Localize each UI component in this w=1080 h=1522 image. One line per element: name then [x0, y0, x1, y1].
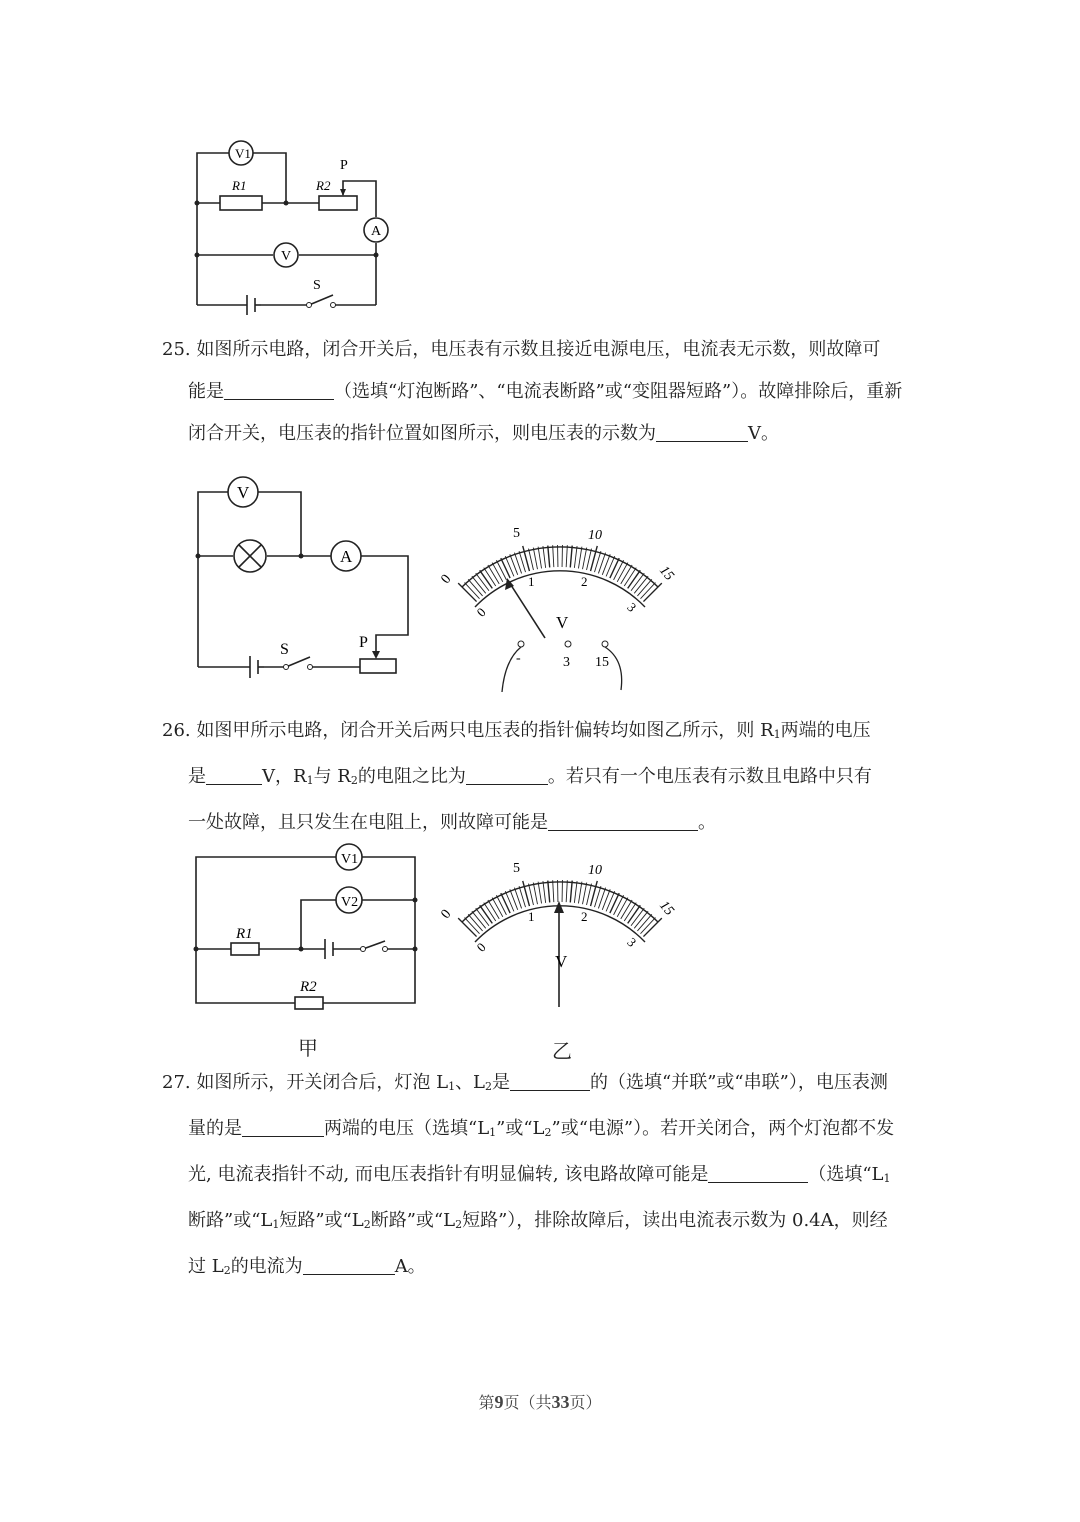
- scale-top-5: 5: [513, 526, 520, 541]
- v-label: V: [237, 483, 250, 502]
- scale-tick: [634, 576, 648, 593]
- scale-tick: [496, 560, 506, 580]
- scale-tick: [621, 565, 632, 584]
- r2-label: R2: [300, 979, 317, 995]
- scale-tick: [538, 547, 541, 569]
- scale-tick: [548, 546, 550, 568]
- scale-tick: [610, 893, 619, 913]
- scale-top-15: 15: [656, 563, 677, 584]
- page-footer: 第9页（共33页）: [478, 1392, 602, 1412]
- scale-tick: [574, 546, 577, 568]
- scale-tick: [492, 563, 503, 582]
- scale-tick: [533, 548, 537, 570]
- page-number: 9: [494, 1392, 504, 1412]
- resistor-r1: [231, 943, 259, 955]
- scale-tick: [505, 556, 514, 576]
- question-26: 26. 如图甲所示电路，闭合开关后两只电压表的指针偏转均如图乙所示，则 R1两端的电压 是 V，R1与 R2的电阻之比为 。若只有一个电压表有示数且电路中只有 一处故障，且只发生在电阻上，则故障可能是 。: [162, 720, 872, 833]
- scale-tick: [624, 903, 636, 921]
- question-27: 27. 如图所示，开关闭合后，灯泡 L1、L2是 的（选填“并联”或“串联”），电压表测 量的是 两端的电压（选填“L1”或“L2”或“电源”）。若开关闭合，两个灯泡都不发 光, 电流表指针不动, 而电压表指针有明显偏转, 该电路故障可能是 （选填“L1 断路”或“L1短路”或“L2断路”或“L2短路”），排除故障后，读出电流表示数为 0.4A，则经 过 L2的电流为 A。: [162, 1072, 895, 1277]
- scale-tick: [476, 573, 489, 591]
- scale-tick: [628, 570, 641, 588]
- page-total: 33: [551, 1392, 570, 1412]
- scale-tick: [501, 558, 510, 578]
- voltmeter-dial-q26: [435, 855, 685, 1015]
- scale-top-0: 0: [438, 906, 455, 922]
- caption-yi: 乙: [552, 1039, 572, 1063]
- scale-bottom-2: 2: [581, 574, 588, 589]
- r1-label: R1: [232, 178, 247, 193]
- scale-tick: [570, 881, 572, 903]
- scale-tick: [587, 884, 592, 905]
- v1-label: V1: [341, 852, 359, 867]
- scale-tick: [606, 556, 615, 576]
- scale-tick: [553, 545, 554, 567]
- s-label: S: [280, 641, 289, 658]
- scale-tick: [484, 903, 496, 921]
- answer-blank[interactable]: [206, 766, 262, 785]
- scale-bottom-0: 0: [473, 939, 489, 955]
- voltmeter-dial-q25: [435, 520, 685, 695]
- scale-bottom-1: 1: [528, 574, 535, 589]
- circuit-diagram-q25: [188, 472, 418, 682]
- scale-tick: [468, 579, 482, 596]
- answer-blank[interactable]: [303, 1256, 395, 1275]
- scale-tick: [480, 905, 493, 923]
- scale-tick: [476, 908, 489, 926]
- question-number: 25.: [162, 339, 191, 360]
- scale-tick: [480, 570, 493, 588]
- terminal-3: [565, 641, 571, 647]
- s-label: S: [313, 278, 321, 293]
- scale-tick: [606, 891, 615, 911]
- unit-label: V: [556, 613, 569, 632]
- answer-blank[interactable]: [242, 1118, 324, 1137]
- p-label: P: [340, 158, 348, 173]
- scale-tick: [488, 565, 499, 584]
- question-number: 27.: [162, 1072, 191, 1093]
- scale-tick: [492, 898, 503, 917]
- scale-tick: [621, 900, 632, 919]
- resistor-r1: [220, 196, 262, 210]
- scale-tick: [505, 891, 514, 911]
- r1-label: R1: [236, 926, 253, 942]
- scale-tick: [548, 881, 550, 903]
- scale-tick: [543, 881, 546, 903]
- scale-tick: [543, 546, 546, 568]
- scale-top-0: 0: [438, 571, 455, 587]
- rheostat: [360, 659, 396, 673]
- answer-blank[interactable]: [466, 766, 548, 785]
- scale-tick: [574, 881, 577, 903]
- question-number: 26.: [162, 720, 191, 741]
- v1-label: V1: [235, 146, 251, 161]
- scale-bottom-0: 0: [473, 604, 489, 620]
- scale-top-15: 15: [656, 898, 677, 919]
- scale-tick: [628, 905, 641, 923]
- terminal-neg: [518, 641, 524, 647]
- scale-tick: [614, 895, 624, 915]
- terminal-neg-label: -: [516, 651, 521, 666]
- scale-tick: [501, 893, 510, 913]
- terminal-3-label: 3: [563, 655, 570, 670]
- scale-tick: [634, 911, 648, 928]
- scale-tick: [538, 882, 541, 904]
- scale-tick: [529, 549, 534, 570]
- scale-top-5: 5: [513, 861, 520, 876]
- scale-tick: [566, 880, 567, 902]
- resistor-r2: [319, 196, 357, 210]
- scale-tick: [617, 898, 628, 917]
- needle: [509, 582, 545, 638]
- answer-blank[interactable]: [548, 812, 698, 831]
- answer-blank[interactable]: [656, 423, 748, 442]
- scale-tick: [587, 549, 592, 570]
- terminal-15: [602, 641, 608, 647]
- scale-tick: [637, 914, 651, 931]
- scale-tick: [631, 908, 644, 926]
- unit-label: V: [555, 952, 568, 971]
- scale-tick: [610, 558, 619, 578]
- scale-tick: [614, 560, 624, 580]
- resistor-r2: [295, 997, 323, 1009]
- scale-top-10: 10: [588, 528, 602, 543]
- scale-tick: [637, 579, 651, 596]
- scale-bottom-3: 3: [624, 599, 640, 615]
- question-25: 25. 如图所示电路，闭合开关后，电压表有示数且接近电源电压，电流表无示数，则故障可 能是 （选填“灯泡断路”、“电流表断路”或“变阻器短路”）。故障排除后，重新 闭合开关，电压表的指针位置如图所示，则电压表的示数为 V。: [162, 339, 903, 444]
- scale-tick: [583, 883, 587, 905]
- scale-bottom-2: 2: [581, 909, 588, 924]
- scale-tick: [468, 914, 482, 931]
- scale-tick: [472, 576, 486, 593]
- a-label: A: [340, 547, 353, 566]
- scale-tick: [578, 882, 581, 904]
- v-label: V: [281, 249, 292, 264]
- p-label: P: [359, 634, 368, 651]
- terminal-15-label: 15: [595, 655, 609, 670]
- scale-tick: [617, 563, 628, 582]
- scale-tick: [553, 880, 554, 902]
- scale-tick: [472, 911, 486, 928]
- r2-label: R2: [316, 178, 331, 193]
- scale-tick: [496, 895, 506, 915]
- scale-tick: [578, 547, 581, 569]
- a-label: A: [371, 224, 382, 239]
- scale-tick: [488, 900, 499, 919]
- answer-blank[interactable]: [224, 381, 334, 400]
- scale-tick: [484, 568, 496, 586]
- scale-bottom-3: 3: [624, 934, 640, 950]
- answer-blank[interactable]: [510, 1072, 590, 1091]
- scale-tick: [631, 573, 644, 591]
- caption-jia: 甲: [298, 1036, 318, 1060]
- circuit-diagram-q26: [188, 843, 428, 1013]
- v2-label: V2: [341, 895, 359, 910]
- scale-tick: [583, 548, 587, 570]
- scale-bottom-1: 1: [528, 909, 535, 924]
- answer-blank[interactable]: [708, 1164, 808, 1183]
- circuit-diagram-q24: [185, 135, 395, 315]
- scale-tick: [566, 545, 567, 567]
- scale-tick: [529, 884, 534, 905]
- scale-top-10: 10: [588, 863, 602, 878]
- scale-tick: [570, 546, 572, 568]
- scale-tick: [624, 568, 636, 586]
- scale-tick: [533, 883, 537, 905]
